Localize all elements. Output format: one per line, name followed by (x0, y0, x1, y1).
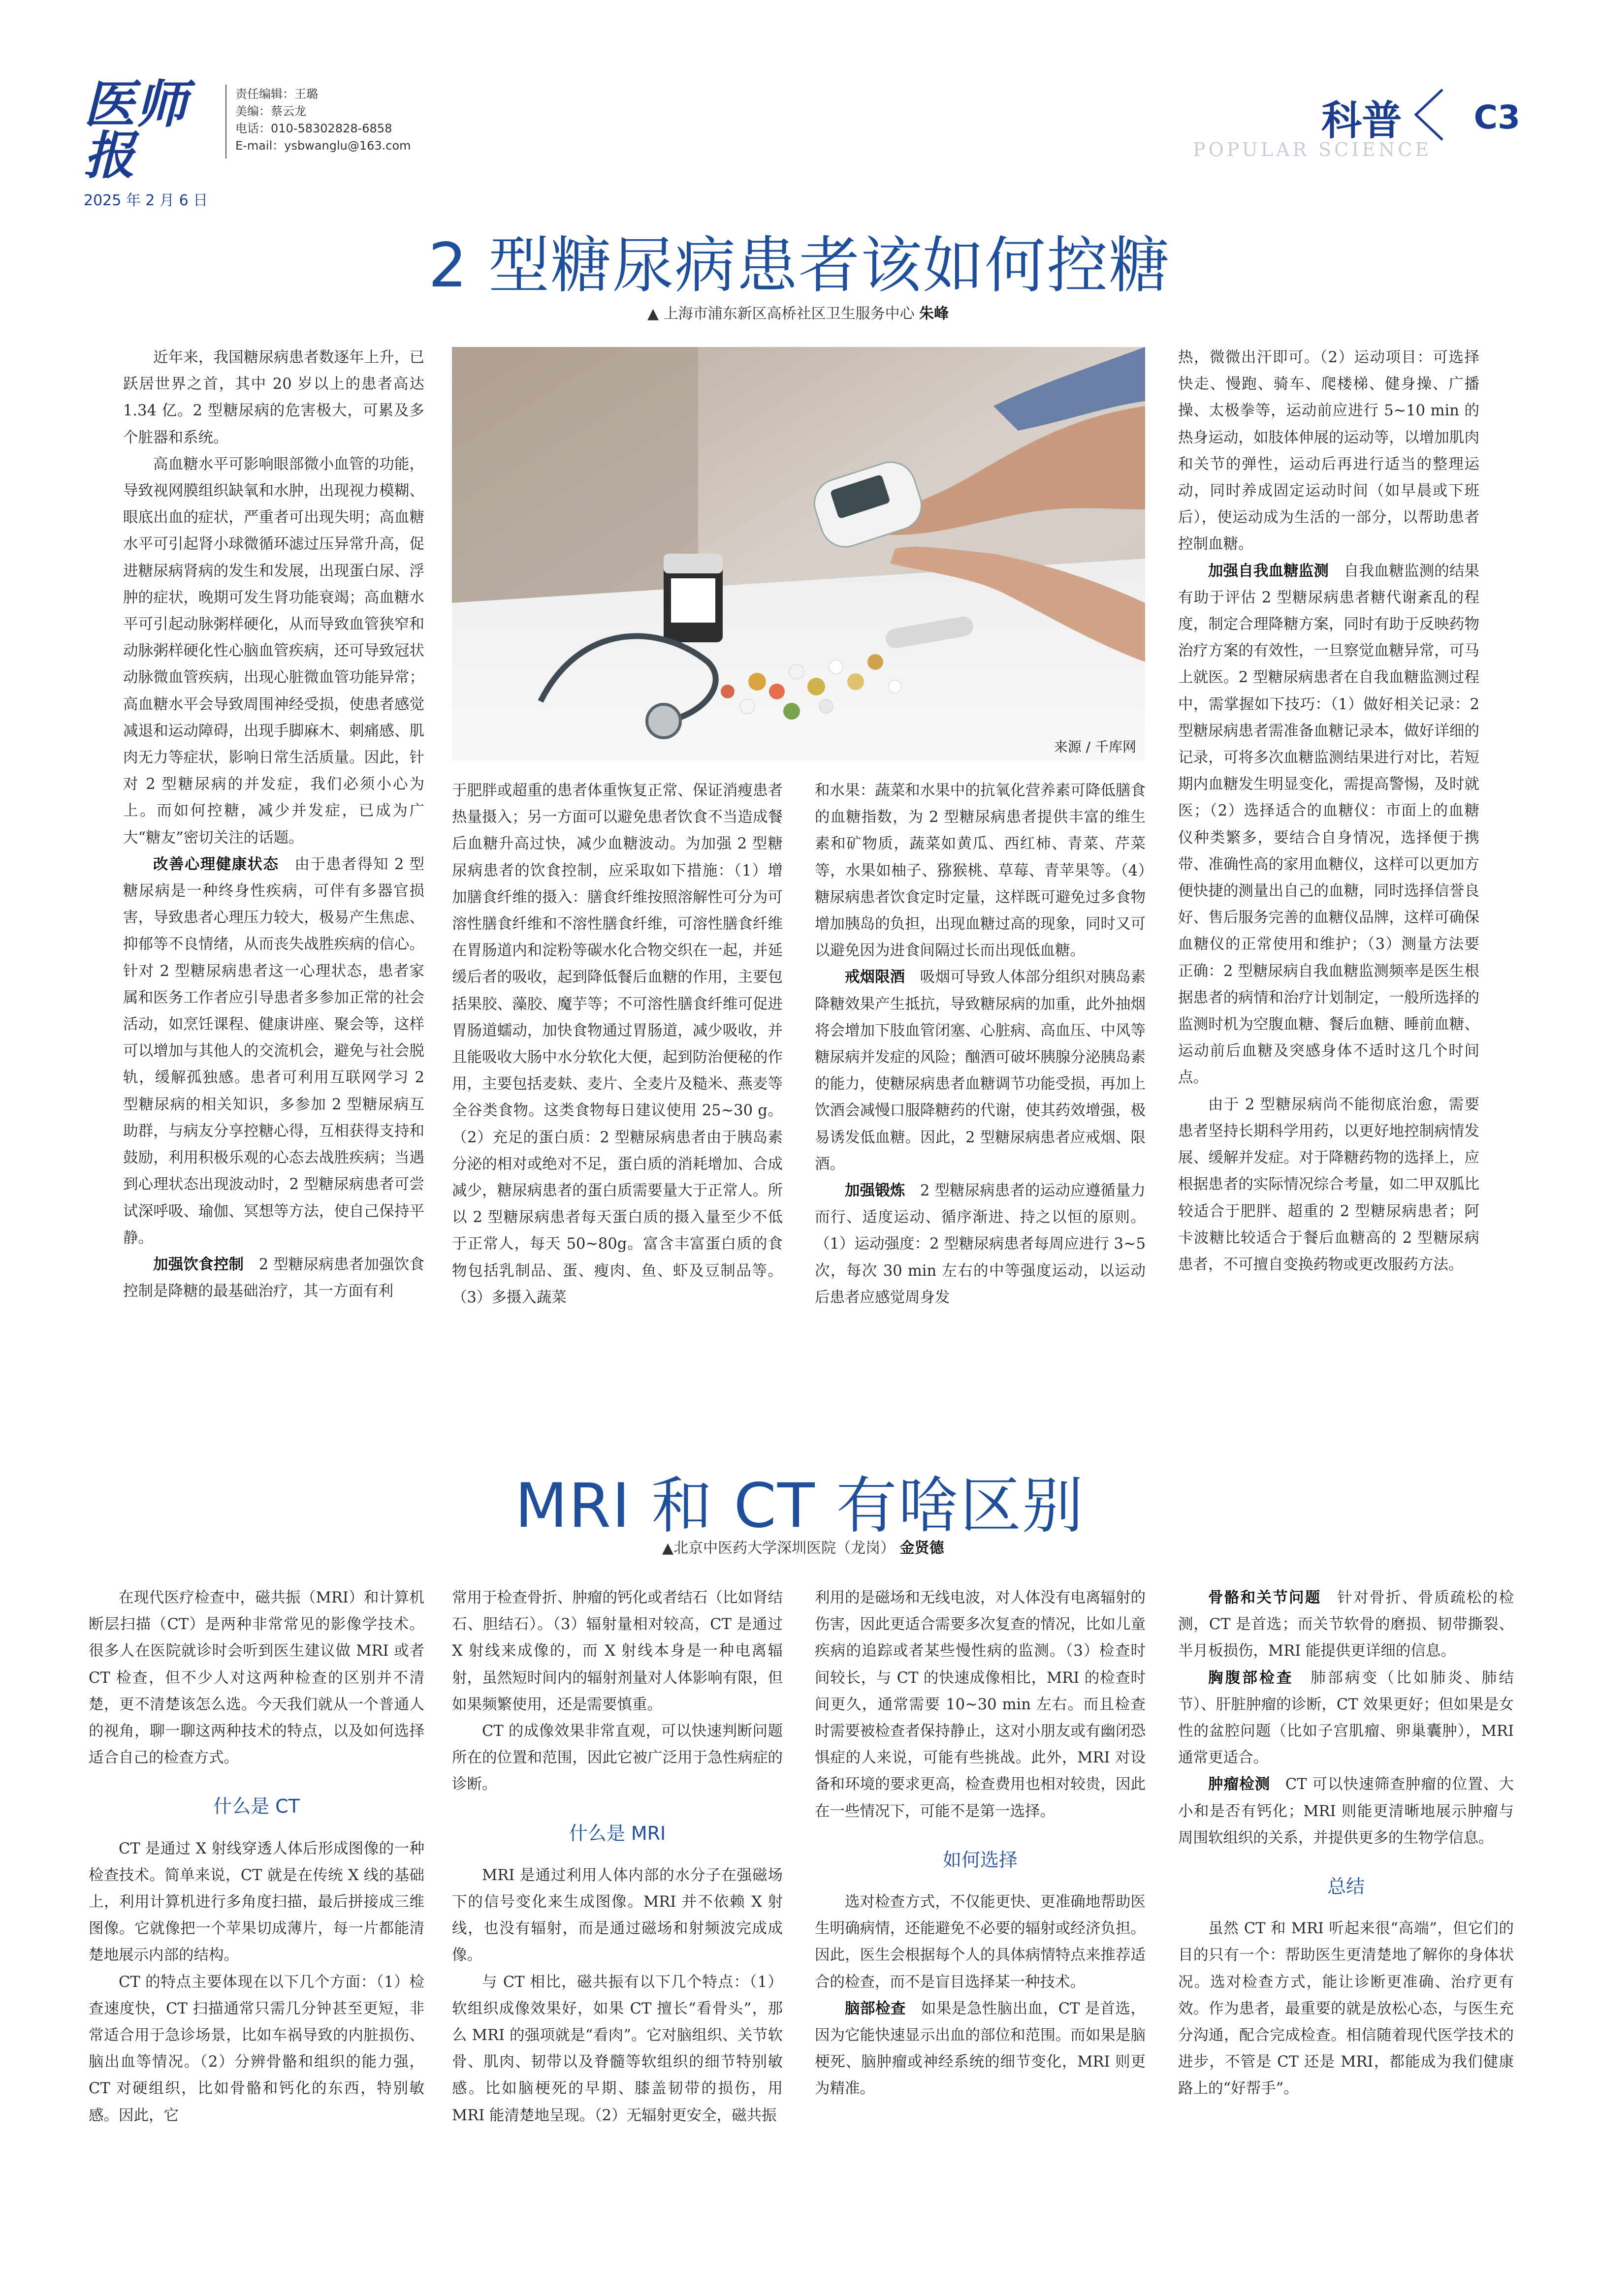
paragraph-text: 近年来，我国糖尿病患者数逐年上升，已跃居世界之首，其中 20 岁以上的患者高达 1.34 亿。2 型糖尿病的危害极大，可累及多个脏器和系统。 (123, 349, 424, 446)
section-subheading: 什么是 MRI (569, 1822, 666, 1844)
article1-column-2 (452, 778, 783, 1311)
paragraph (123, 451, 424, 851)
masthead (84, 74, 226, 209)
article-title: 2 型糖尿病患者该如何控糖 (428, 230, 1171, 301)
paragraph-text: 常用于检查骨折、肿瘤的钙化或者结石（比如肾结石、胆结石）。（3）辐射量相对较高，CT 是通过 X 射线来成像的，而 X 射线本身是一种电离辐射，虽然短时间内的辐射剂量对人体影响有限，但如果频繁使用，还是需要慎重。 (452, 1589, 783, 1713)
editor-credits (235, 86, 432, 155)
paragraph (1178, 1092, 1479, 1278)
paragraph-text: 高血糖水平可影响眼部微小血管的功能，导致视网膜组织缺氧和水肿，出现视力模糊、眼底出血的症状，严重者可出现失明；高血糖水平可引起肾小球微循环滤过压异常升高，促进糖尿病肾病的发生和发展，出现蛋白尿、浮肿的症状，晚期可发生肾功能衰竭；高血糖水平可引起动脉粥样硬化，从而导致血管狭窄和动脉粥样硬化性心脑血管疾病，还可导致冠状动脉微血管疾病，出现心脏微血管功能异常；高血糖水平会导致周围神经受损，使患者感觉减退和运动障碍，出现手脚麻木、刺痛感、肌肉无力等症状，影响日常生活质量。因此，针对 2 型糖尿病的并发症，我们必须小心为上。而如何控糖，减少并发症，已成为广大“糖友”密切关注的话题。 (123, 455, 424, 847)
paragraph-text: CT 是通过 X 射线穿透人体后形成图像的一种检查技术。简单来说，CT 就是在传统 X 线的基础上，利用计算机进行多角度扫描，最后拼接成三维图像。它就像把一个苹果切成薄片，每一片都能清楚地展示内部的结构。 (89, 1840, 424, 1964)
article1-column-3 (815, 778, 1146, 1311)
paragraph (89, 1585, 424, 1771)
paragraph-keyword: 加强饮食控制 (153, 1256, 244, 1273)
paragraph-text: 由于 2 型糖尿病尚不能彻底治愈，需要患者坚持长期科学用药，以更好地控制病情发展、缓解并发症。对于降糖药物的选择上，应根据患者的实际情况综合考量，如二甲双胍比较适合于肥胖、超重的 2 型糖尿病患者；阿卡波糖比较适合于餐后血糖高的 2 型糖尿病患者，不可擅自变换药物或更改服药方法。 (1178, 1096, 1479, 1273)
section-subheading: 总结 (1327, 1876, 1365, 1898)
byline-author: 金贤德 (899, 1540, 944, 1557)
paragraph-text: 虽然 CT 和 MRI 听起来很“高端”，但它们的目的只有一个：帮助医生更清楚地了解你的身体状况。选对检查方式，能让诊断更准确、治疗更有效。作为患者，最重要的就是放松心态，与医生充分沟通，配合完成检查。相信随着现代医学技术的进步，不管是 CT 还是 MRI，都能成为我们健康路上的“好帮手”。 (1178, 1920, 1514, 2098)
header-divider (225, 85, 226, 158)
article2-column-3 (815, 1585, 1146, 2103)
paragraph-keyword: 脑部检查 (845, 2000, 906, 2017)
paragraph (815, 1996, 1146, 2103)
paragraph-text: 热，微微出汗即可。（2）运动项目：可选择快走、慢跑、骑车、爬楼梯、健身操、广播操、太极拳等，运动前应进行 5~10 min 的热身运动，如肢体伸展的运动等，以增加肌肉和关节的弹性，运动后再进行适当的整理运动，同时养成固定运动时间（如早晨或下班后），使运动成为生活的一部分，以帮助患者控制血糖。 (1178, 349, 1479, 553)
paragraph-keyword: 加强锻炼 (845, 1182, 905, 1200)
article2-column-1 (89, 1585, 424, 2129)
paragraph-text: CT 的特点主要体现在以下几个方面：（1）检查速度快，CT 扫描通常只需几分钟甚至更短，非常适合用于急诊场景，比如车祸导致的内脏损伤、脑出血等情况。（2）分辨骨骼和组织的能力强，CT 对硬组织，比如骨骼和钙化的东西，特别敏感。因此，它 (89, 1973, 424, 2124)
photo-credit: 来源 / 千库网 (1054, 739, 1136, 755)
paragraph (815, 1889, 1146, 1996)
byline-author: 朱峰 (919, 305, 949, 322)
section-header (1193, 74, 1520, 162)
paragraph (815, 1178, 1146, 1311)
paragraph (1178, 1771, 1514, 1852)
section-subheading: 如何选择 (942, 1849, 1018, 1871)
paragraph-text: 如果是急性脑出血，CT 是首选，因为它能快速显示出血的部位和范围。而如果是脑梗死、脑肿瘤或神经系统的细节变化，MRI 则更为精准。 (815, 2000, 1146, 2098)
article-byline (662, 1536, 944, 1557)
paragraph-text: 2 型糖尿病患者的运动应遵循量力而行、适度运动、循序渐进、持之以恒的原则。（1）运动强度：2 型糖尿病患者每周应进行 3~5 次，每次 30 min 左右的中等强度运动，以运动后患者应感觉周身发 (815, 1182, 1146, 1306)
credit-line: 责任编辑：王璐 (235, 87, 318, 101)
credit-line: 美编：蔡云龙 (235, 104, 306, 118)
paragraph-text: 2 型糖尿病患者加强饮食控制是降糖的最基础治疗，其一方面有利 (123, 1256, 424, 1300)
paragraph (123, 1252, 424, 1305)
section-title: 科普 (1321, 97, 1402, 144)
paragraph-text: 利用的是磁场和无线电波，对人体没有电离辐射的伤害，因此更适合需要多次复查的情况，比如儿童疾病的追踪或者某些慢性病的监测。（3）检查时间较长，与 CT 的快速成像相比，MRI 的检查时间更久，通常需要 10~30 min 左右。而且检查时需要被检查者保持静止，这对小朋友或有幽闭恐惧症的人来说，可能有些挑战。此外，MRI 对设备和环境的要求更高，检查费用也相对较贵，因此在一些情况下，可能不是第一选择。 (815, 1589, 1146, 1820)
article1-column-4 (1178, 345, 1479, 1278)
chevron-left-icon (1412, 88, 1446, 142)
article1-column-1 (123, 345, 424, 1305)
paragraph (89, 1836, 424, 1969)
paragraph (815, 964, 1146, 1178)
paragraph (89, 1969, 424, 2129)
paragraph-text: 自我血糖监测的结果有助于评估 2 型糖尿病患者糖代谢紊乱的程度，制定合理降糖方案，同时有助于反映药物治疗方案的有效性，一旦察觉血糖异常，可马上就医。2 型糖尿病患者在自我血糖监测过程中，需掌握如下技巧：（1）做好相关记录：2 型糖尿病患者需准备血糖记录本，做好详细的记录，可将多次血糖监测结果进行对比，若短期内血糖发生明显变化，需提高警惕，及时就医；（2）选择适合的血糖仪：市面上的血糖仪种类繁多，要结合自身情况，选择便于携带、准确性高的家用血糖仪，这样可以更加方便快捷的测量出自己的血糖，同时选择信誉良好、售后服务完善的血糖仪品牌，这样可确保血糖仪的正常使用和维护；（3）测量方法要正确：2 型糖尿病自我血糖监测频率是医生根据患者的病情和治疗计划制定，一般所选择的监测时机为空腹血糖、餐后血糖、睡前血糖、运动前后血糖及突感身体不适时这几个时间点。 (1178, 562, 1480, 1087)
paragraph-text: MRI 是通过利用人体内部的水分子在强磁场下的信号变化来生成图像。MRI 并不依赖 X 射线，也没有辐射，而是通过磁场和射频波完成成像。 (452, 1866, 783, 1964)
paragraph (452, 1718, 783, 1798)
paragraph-text: 由于患者得知 2 型糖尿病是一种终身性疾病，可伴有多器官损害，导致患者心理压力较大，极易产生焦虑、抑郁等不良情绪，从而丧失战胜疾病的信心。针对 2 型糖尿病患者这一心理状态，患者家属和医务工作者应引导患者多参加正常的社会活动，如烹饪课程、健康讲座、聚会等，这样可以增加与其他人的交流机会，避免与社会脱轨，缓解孤独感。患者可利用互联网学习 2 型糖尿病的相关知识，多参加 2 型糖尿病互助群，与病友分享控糖心得，互相获得支持和鼓励，利用积极乐观的心态去战胜疾病；当遇到心理状态出现波动时，2 型糖尿病患者可尝试深呼吸、瑜伽、冥想等方法，使自己保持平静。 (123, 855, 424, 1247)
section-subheading: 什么是 CT (213, 1795, 300, 1818)
paragraph (1178, 1916, 1514, 2102)
paragraph-text: 于肥胖或超重的患者体重恢复正常、保证消瘦患者热量摄入；另一方面可以避免患者饮食不当造成餐后血糖升高过快，减少血糖波动。为加强 2 型糖尿病患者的饮食控制，应采取如下措施：（1）增加膳食纤维的摄入：膳食纤维按照溶解性可分为可溶性膳食纤维和不溶性膳食纤维，可溶性膳食纤维在胃肠道内和淀粉等碳水化合物交织在一起，并延缓后者的吸收，起到降低餐后血糖的作用，主要包括果胶、藻胶、魔芋等；不可溶性膳食纤维可促进胃肠道蠕动，加快食物通过胃肠道，减少吸收，并且能吸收大肠中水分软化大便，起到防治便秘的作用，主要包括麦麸、麦片、全麦片及糙米、燕麦等全谷类食物。这类食物每日建议使用 25~30 g。（2）充足的蛋白质：2 型糖尿病患者由于胰岛素分泌的相对或绝对不足，蛋白质的消耗增加、合成减少，糖尿病患者的蛋白质需要量大于正常人。所以 2 型糖尿病患者每天蛋白质的摄入量至少不低于正常人，每天 50~80g。富含丰富蛋白质的食物包括乳制品、蛋、瘦肉、鱼、虾及豆制品等。（3）多摄入蔬菜 (452, 782, 783, 1306)
paragraph-text: 肺部病变（比如肺炎、肺结节）、肝脏肿瘤的诊断，CT 效果更好；但如果是女性的盆腔问题（比如子宫肌瘤、卵巢囊肿），MRI 通常更适合。 (1178, 1669, 1514, 1767)
article2-column-4 (1178, 1585, 1514, 2103)
paragraph-text: 选对检查方式，不仅能更快、更准确地帮助医生明确病情，还能避免不必要的辐射或经济负担。因此，医生会根据每个人的具体病情特点来推荐适合的检查，而不是盲目选择某一种技术。 (815, 1893, 1146, 1991)
paragraph-keyword: 改善心理健康状态 (153, 855, 279, 873)
credit-line: E-mail：ysbwanglu@163.com (235, 139, 411, 153)
paragraph (123, 851, 424, 1252)
paragraph-keyword: 胸腹部检查 (1208, 1669, 1294, 1687)
paragraph (1178, 1665, 1514, 1772)
paragraph-text: CT 的成像效果非常直观，可以快速判断问题所在的位置和范围，因此它被广泛用于急性病症的诊断。 (452, 1723, 783, 1793)
paragraph-text: 吸烟可导致人体部分组织对胰岛素降糖效果产生抵抗，导致糖尿病的加重，此外抽烟将会增加下肢血管闭塞、心脏病、高血压、中风等糖尿病并发症的风险；酗酒可破坏胰腺分泌胰岛素的能力，使糖尿病患者血糖调节功能受损，再加上饮酒会减慢口服降糖药的代谢，使其药效增强，极易诱发低血糖。因此，2 型糖尿病患者应戒烟、限酒。 (815, 969, 1146, 1173)
paragraph (452, 1585, 783, 1718)
credit-line: 电话：010-58302828-6858 (235, 122, 392, 135)
issue-date: 2025 年 2 月 6 日 (84, 192, 208, 209)
article-byline (647, 301, 949, 323)
paragraph-text: 和水果：蔬菜和水果中的抗氧化营养素可降低膳食的血糖指数，为 2 型糖尿病患者提供丰富的维生素和矿物质，蔬菜如黄瓜、西红柿、青菜、芹菜等，水果如柚子、猕猴桃、草莓、青苹果等。（4）糖尿病患者饮食定时定量，这样既可避免过多食物增加胰岛的负担，出现血糖过高的现象，同时又可以避免因为进食间隔过长而出现低血糖。 (815, 782, 1146, 960)
paragraph-keyword: 戒烟限酒 (845, 969, 905, 986)
paragraph-text: 在现代医疗检查中，磁共振（MRI）和计算机断层扫描（CT）是两种非常常见的影像学技术。很多人在医院就诊时会听到医生建议做 MRI 或者 CT 检查，但不少人对这两种检查的区别并不清楚，更不清楚该怎么选。今天我们就从一个普通人的视角，聊一聊这两种技术的特点，以及如何选择适合自己的检查方式。 (89, 1589, 424, 1767)
byline-org: ▲ 上海市浦东新区高桥社区卫生服务中心 (647, 305, 915, 322)
paragraph (1178, 558, 1479, 1092)
paragraph (452, 778, 783, 1311)
paragraph (123, 345, 424, 451)
paragraph-text: CT 可以快速筛查肿瘤的位置、大小和是否有钙化；MRI 则能更清晰地展示肿瘤与周围软组织的关系，并提供更多的生物学信息。 (1178, 1776, 1514, 1847)
byline-org: ▲北京中医药大学深圳医院（龙岗） (662, 1540, 895, 1557)
paragraph-keyword: 骨骼和关节问题 (1208, 1589, 1321, 1606)
article-photo (452, 347, 1145, 760)
paragraph (452, 1862, 783, 1969)
article-title: MRI 和 CT 有啥区别 (514, 1471, 1085, 1541)
newspaper-logo: 医师报 (84, 74, 189, 186)
paragraph (815, 1585, 1146, 1825)
paragraph (452, 1969, 783, 2129)
paragraph-keyword: 加强自我血糖监测 (1208, 562, 1329, 580)
paragraph (815, 778, 1146, 964)
section-subtitle: POPULAR SCIENCE (1193, 139, 1432, 160)
paragraph-text: 与 CT 相比，磁共振有以下几个特点：（1）软组织成像效果好，如果 CT 擅长“看骨头”，那么 MRI 的强项就是“看肉”。它对脑组织、关节软骨、肌肉、韧带以及脊髓等软组织的细节特别敏感。比如脑梗死的早期、膝盖韧带的损伤，用 MRI 能清楚地呈现。（2）无辐射更安全，磁共振 (452, 1973, 783, 2124)
paragraph (1178, 345, 1479, 558)
article2-column-2 (452, 1585, 783, 2129)
paragraph-text: 针对骨折、骨质疏松的检测，CT 是首选；而关节软骨的磨损、韧带撕裂、半月板损伤，MRI 能提供更详细的信息。 (1178, 1589, 1514, 1660)
blood-glucose-meter-photo (452, 347, 1145, 760)
page-number: C3 (1473, 98, 1520, 136)
paragraph-keyword: 肿瘤检测 (1208, 1776, 1271, 1793)
paragraph (1178, 1585, 1514, 1665)
